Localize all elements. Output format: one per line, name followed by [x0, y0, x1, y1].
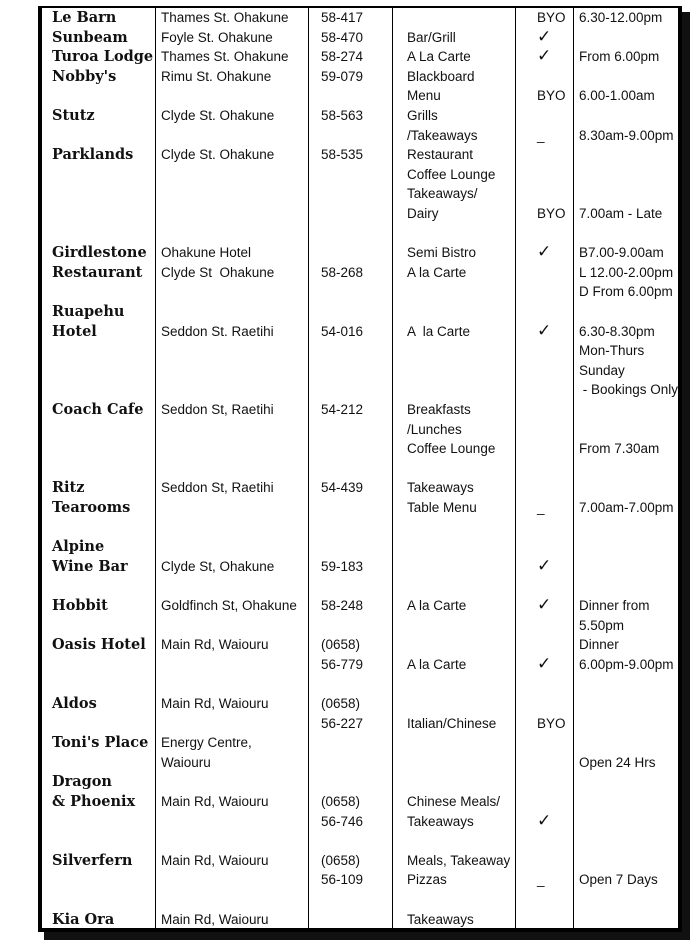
- restaurant-address: Seddon St, Raetihi: [161, 402, 274, 417]
- restaurant-licence: BYO: [537, 205, 566, 221]
- restaurant-licence: ✓: [537, 653, 552, 674]
- restaurant-address: Thames St. Ohakune: [161, 49, 289, 65]
- restaurant-address: Seddon St. Raetihi: [161, 323, 274, 339]
- restaurant-phone: 58-563: [321, 108, 364, 123]
- column-divider: [155, 6, 156, 928]
- restaurant-type: Italian/Chinese: [407, 715, 497, 731]
- restaurant-hours: Open 7 Days: [579, 872, 658, 888]
- restaurant-type: Chinese Meals/ Takeaways: [407, 793, 501, 829]
- restaurant-licence: ✓: [537, 320, 552, 341]
- restaurant-type: Breakfasts /Lunches Coffee Lounge: [407, 402, 496, 457]
- restaurant-name: Ritz Tearooms: [52, 479, 131, 516]
- restaurant-hours: 6.00-1.00am: [579, 88, 655, 104]
- restaurant-name: Le Barn: [52, 9, 117, 26]
- restaurant-name: Alpine Wine Bar: [52, 538, 128, 575]
- column-divider: [515, 6, 516, 928]
- restaurant-phone: 54-016: [321, 323, 364, 339]
- restaurant-hours: 7.00am - Late: [579, 205, 663, 221]
- restaurant-address: Main Rd, Waiouru: [161, 793, 269, 809]
- restaurant-name: Toni's Place: [52, 734, 149, 752]
- restaurant-address: Clyde St. Ohakune: [161, 108, 275, 123]
- restaurant-type: A La Carte: [407, 49, 471, 65]
- restaurant-name: Turoa Lodge: [52, 48, 154, 66]
- restaurant-address: Foyle St. Ohakune: [161, 29, 273, 45]
- restaurant-address: Clyde St. Ohakune: [161, 147, 275, 163]
- restaurant-phone: 58-535: [321, 147, 364, 163]
- restaurant-hours: 8.30am-9.00pm: [579, 127, 674, 143]
- restaurant-name: Girdlestone Restaurant: [52, 244, 147, 281]
- restaurant-phone: 58-417: [321, 10, 364, 25]
- restaurant-type: A la Carte: [407, 323, 471, 339]
- restaurant-licence: BYO: [537, 88, 566, 104]
- restaurant-licence: ✓: [537, 555, 552, 576]
- restaurant-address: Main Rd, Waiouru: [161, 911, 269, 927]
- restaurant-phone: (0658) 56-227: [321, 696, 364, 731]
- restaurant-licence: ✓: [537, 26, 552, 47]
- restaurant-name: Stutz: [52, 107, 95, 124]
- restaurant-hours: From 7.30am: [579, 441, 660, 457]
- restaurant-type: Takeaways Table Menu: [407, 480, 477, 515]
- restaurant-phone: 59-183: [321, 558, 364, 574]
- restaurant-name: Aldos: [52, 695, 97, 712]
- restaurant-name: Sunbeam: [52, 28, 128, 46]
- restaurant-name: Coach Cafe: [52, 401, 144, 418]
- restaurant-hours: Dinner 6.00pm-9.00pm: [579, 637, 674, 672]
- restaurant-hours: 7.00am-7.00pm: [579, 499, 674, 515]
- restaurant-address: Rimu St. Ohakune: [161, 68, 272, 84]
- restaurant-address: Main Rd, Waiouru: [161, 852, 269, 868]
- restaurant-type: Blackboard Menu: [407, 68, 475, 104]
- restaurant-phone: 54-212: [321, 402, 364, 417]
- restaurant-address: Goldfinch St, Ohakune: [161, 598, 297, 613]
- restaurant-hours: Dinner from 5.50pm: [579, 598, 650, 633]
- restaurant-phone: 59-079: [321, 68, 364, 84]
- restaurant-hours: 6.30-12.00pm: [579, 10, 663, 25]
- restaurant-address: Seddon St, Raetihi: [161, 480, 274, 496]
- restaurant-licence: ✓: [537, 46, 552, 67]
- column-divider: [573, 6, 574, 928]
- restaurant-name: Silverfern: [52, 851, 133, 869]
- restaurant-type: Semi Bistro A la Carte: [407, 245, 477, 280]
- column-divider: [392, 6, 393, 928]
- restaurant-address: Thames St. Ohakune: [161, 10, 289, 25]
- restaurant-type: A la Carte: [407, 656, 467, 672]
- restaurant-phone: (0658) 56-109: [321, 852, 364, 888]
- restaurant-name: Nobby's: [52, 67, 117, 85]
- restaurant-phone: (0658) 56-746: [321, 793, 364, 829]
- restaurant-licence: _: [537, 499, 545, 515]
- restaurant-phone: 54-439: [321, 480, 364, 496]
- restaurant-name: Ruapehu Hotel: [52, 303, 125, 340]
- restaurant-type: Restaurant Coffee Lounge Takeaways/ Dairy: [407, 147, 496, 221]
- restaurant-address: Main Rd, Waiouru: [161, 696, 269, 711]
- restaurant-type: Takeaways: [407, 911, 474, 927]
- restaurant-address: Main Rd, Waiouru: [161, 637, 269, 653]
- restaurant-name: Parklands: [52, 146, 134, 164]
- restaurant-phone: 58-274: [321, 49, 364, 65]
- restaurant-address: Clyde St, Ohakune: [161, 558, 275, 574]
- restaurant-name: Oasis Hotel: [52, 636, 146, 654]
- frame-shadow-bottom: [44, 932, 690, 940]
- column-divider: [308, 6, 309, 928]
- restaurant-licence: ✓: [537, 242, 552, 263]
- restaurant-hours: From 6.00pm: [579, 49, 660, 65]
- restaurant-licence: BYO: [537, 10, 566, 25]
- restaurant-type: Meals, Takeaway Pizzas: [407, 852, 511, 888]
- restaurant-name: Dragon & Phoenix: [52, 773, 136, 810]
- restaurant-licence: BYO: [537, 715, 566, 731]
- restaurant-hours: Open 24 Hrs: [579, 754, 656, 770]
- restaurant-hours: 6.30-8.30pm Mon-Thurs Sunday - Bookings Only: [579, 323, 679, 398]
- frame-shadow-right: [682, 12, 690, 938]
- restaurant-licence: ✓: [537, 595, 552, 615]
- restaurant-phone: 58-248: [321, 598, 364, 613]
- restaurant-licence: ✓: [537, 810, 552, 831]
- restaurant-type: Bar/Grill: [407, 29, 456, 45]
- restaurant-licence: _: [537, 127, 545, 143]
- restaurant-phone: (0658) 56-779: [321, 637, 364, 672]
- restaurant-name: Kia Ora: [52, 910, 115, 928]
- restaurant-licence: _: [537, 872, 545, 888]
- restaurant-phone: 58-470: [321, 29, 364, 45]
- restaurant-type: A la Carte: [407, 598, 467, 613]
- restaurant-hours: B7.00-9.00am L 12.00-2.00pm D From 6.00pm: [579, 245, 674, 300]
- restaurant-name: Hobbit: [52, 597, 108, 614]
- restaurant-address: Energy Centre, Waiouru: [161, 735, 252, 770]
- restaurant-address: Ohakune Hotel Clyde St Ohakune: [161, 245, 275, 280]
- restaurant-phone: 58-268: [321, 264, 364, 280]
- restaurant-type: Grills /Takeaways: [407, 108, 478, 143]
